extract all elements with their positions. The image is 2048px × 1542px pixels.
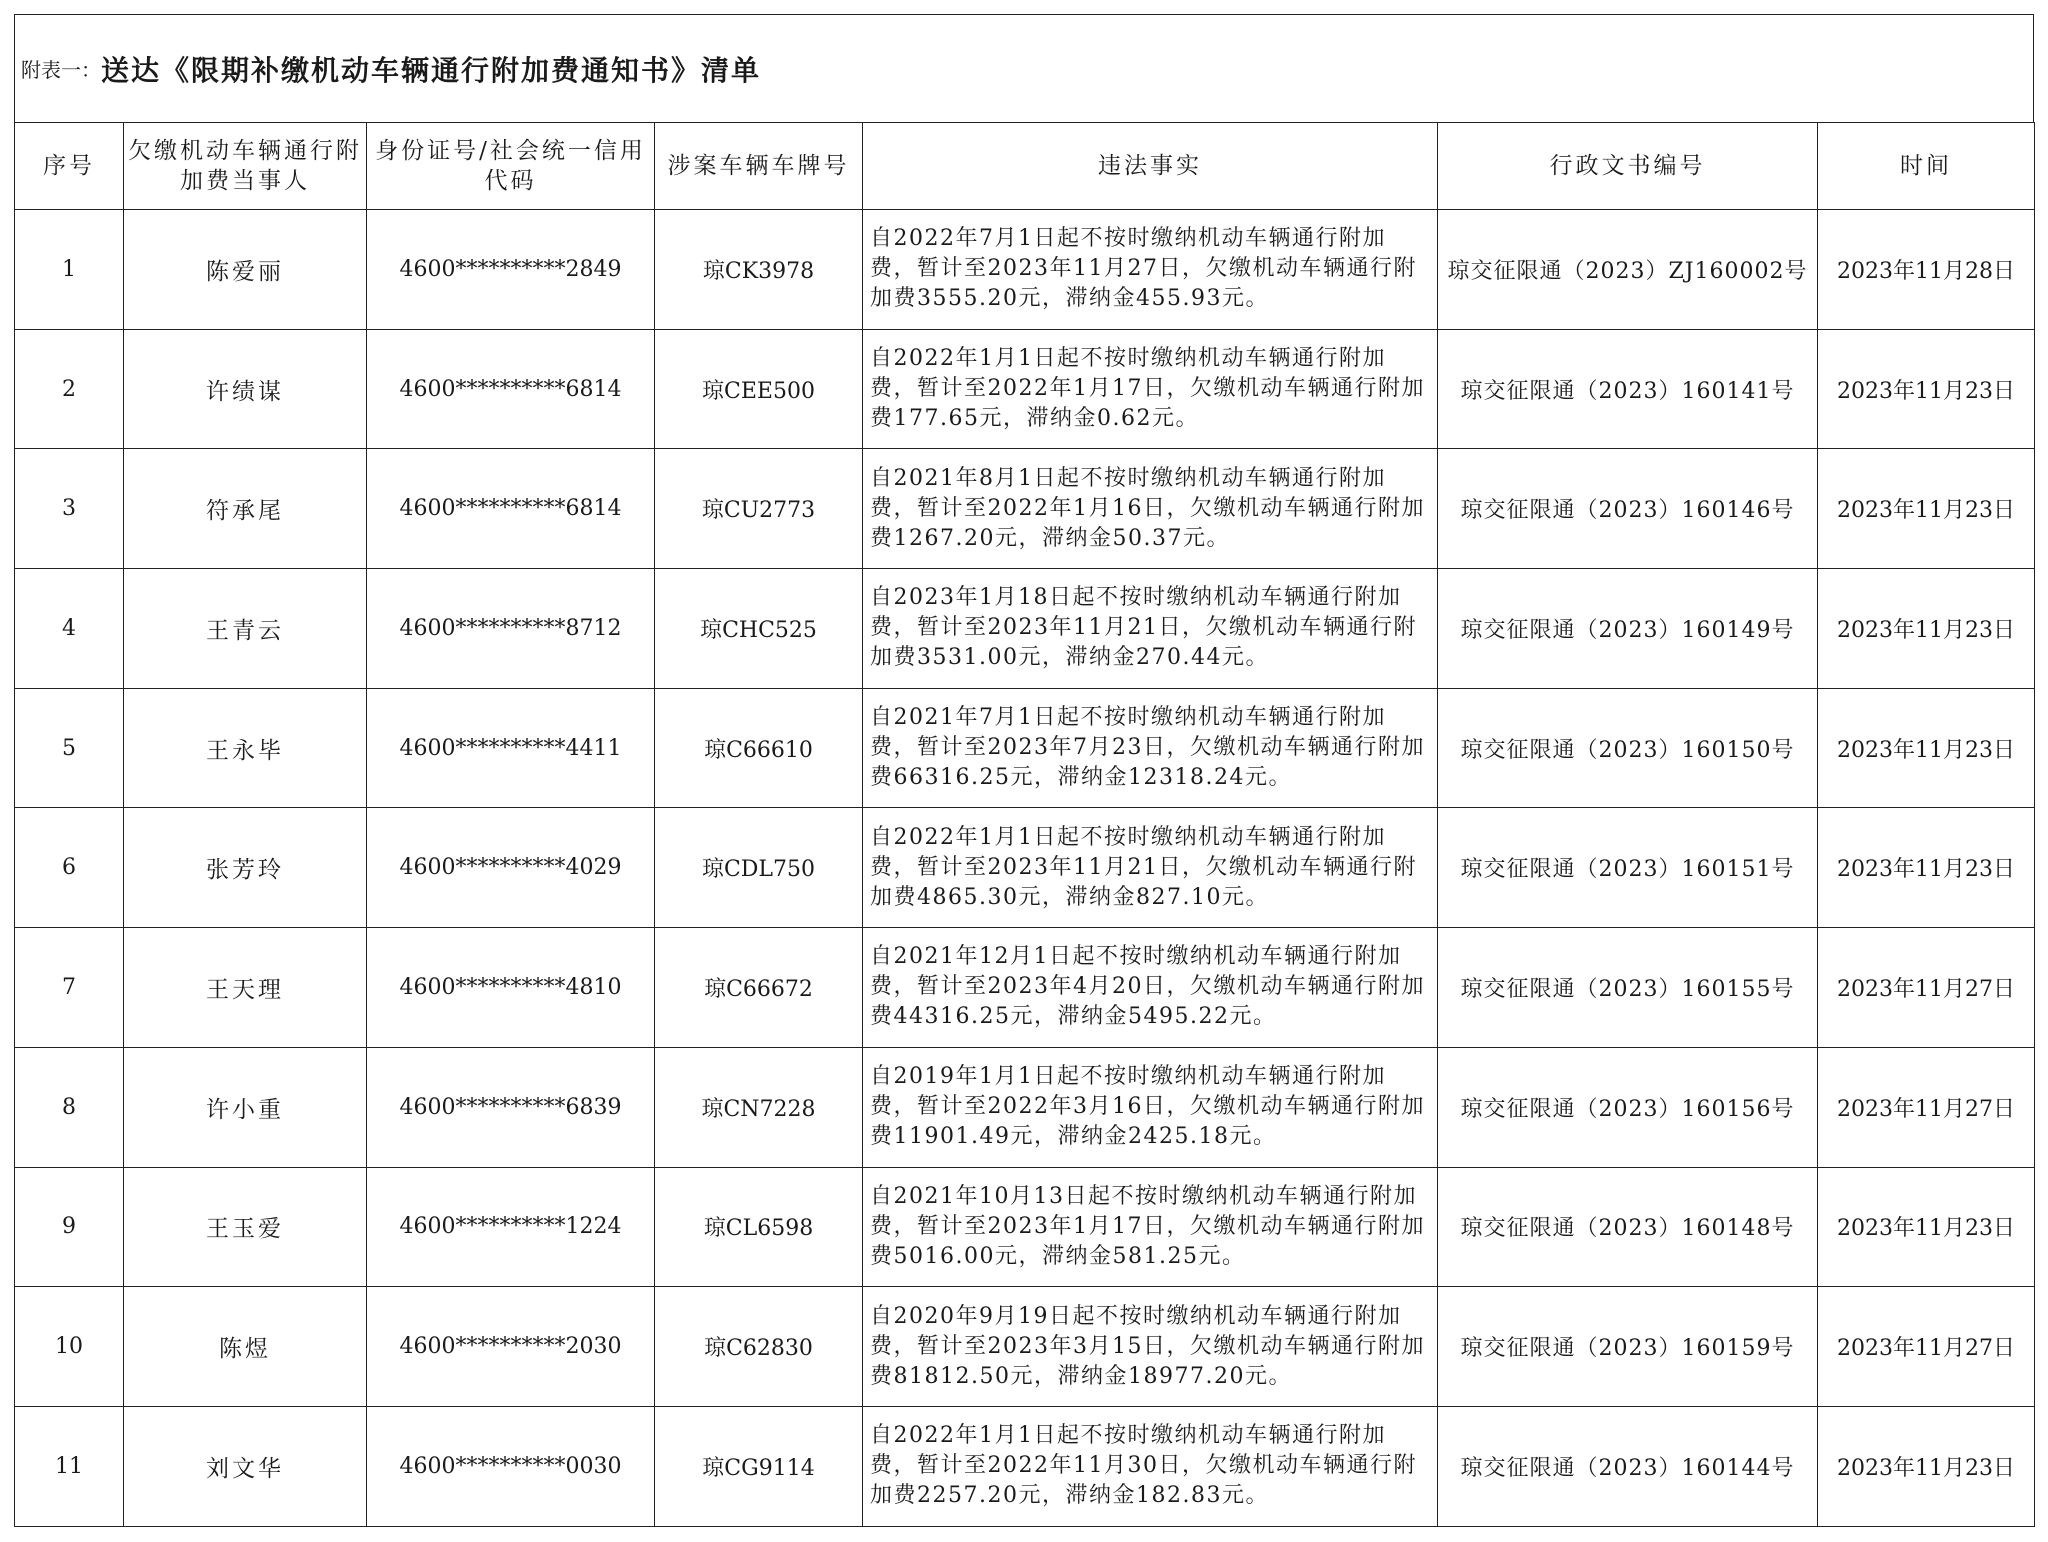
violation-fact: 自2021年8月1日起不按时缴纳机动车辆通行附加费，暂计至2022年1月16日，欠缴机动车辆通行附加费1267.20元，滞纳金50.37元。 <box>863 449 1438 569</box>
date: 2023年11月27日 <box>1818 1047 2035 1167</box>
id-number: 4600**********4411 <box>367 688 655 808</box>
table-row <box>15 1167 2035 1287</box>
party-name: 许绩谋 <box>124 329 367 449</box>
title-prefix: 附表一： <box>21 58 101 82</box>
table-body <box>15 210 2035 1527</box>
header-plate: 涉案车辆车牌号 <box>655 123 863 210</box>
table-row <box>15 688 2035 808</box>
table-row <box>15 449 2035 569</box>
doc-number: 琼交征限通（2023）160144号 <box>1438 1406 1818 1526</box>
table-row <box>15 928 2035 1048</box>
plate-number: 琼CHC525 <box>655 569 863 689</box>
plate-number: 琼C66672 <box>655 928 863 1048</box>
party-name: 陈爱丽 <box>124 210 367 330</box>
plate-number: 琼CK3978 <box>655 210 863 330</box>
date: 2023年11月28日 <box>1818 210 2035 330</box>
doc-number: 琼交征限通（2023）160146号 <box>1438 449 1818 569</box>
document-title <box>14 14 2034 122</box>
violation-fact: 自2022年1月1日起不按时缴纳机动车辆通行附加费，暂计至2022年11月30日，欠缴机动车辆通行附加费2257.20元，滞纳金182.83元。 <box>863 1406 1438 1526</box>
header-date: 时间 <box>1818 123 2035 210</box>
row-index: 3 <box>15 449 124 569</box>
table-row <box>15 1287 2035 1407</box>
table-row <box>15 808 2035 928</box>
header-id-number: 身份证号/社会统一信用代码 <box>367 123 655 210</box>
violation-fact: 自2022年7月1日起不按时缴纳机动车辆通行附加费，暂计至2023年11月27日，欠缴机动车辆通行附加费3555.20元，滞纳金455.93元。 <box>863 210 1438 330</box>
violation-fact: 自2019年1月1日起不按时缴纳机动车辆通行附加费，暂计至2022年3月16日，欠缴机动车辆通行附加费11901.49元，滞纳金2425.18元。 <box>863 1047 1438 1167</box>
plate-number: 琼C62830 <box>655 1287 863 1407</box>
table-row <box>15 569 2035 689</box>
id-number: 4600**********2849 <box>367 210 655 330</box>
party-name: 王永毕 <box>124 688 367 808</box>
row-index: 8 <box>15 1047 124 1167</box>
title-main: 送达《限期补缴机动车辆通行附加费通知书》清单 <box>101 53 762 87</box>
violation-fact: 自2021年12月1日起不按时缴纳机动车辆通行附加费，暂计至2023年4月20日，欠缴机动车辆通行附加费44316.25元，滞纳金5495.22元。 <box>863 928 1438 1048</box>
date: 2023年11月23日 <box>1818 1406 2035 1526</box>
plate-number: 琼C66610 <box>655 688 863 808</box>
plate-number: 琼CL6598 <box>655 1167 863 1287</box>
date: 2023年11月23日 <box>1818 688 2035 808</box>
party-name: 王天理 <box>124 928 367 1048</box>
row-index: 6 <box>15 808 124 928</box>
date: 2023年11月23日 <box>1818 808 2035 928</box>
date: 2023年11月23日 <box>1818 329 2035 449</box>
doc-number: 琼交征限通（2023）160141号 <box>1438 329 1818 449</box>
plate-number: 琼CDL750 <box>655 808 863 928</box>
header-violation: 违法事实 <box>863 123 1438 210</box>
party-name: 张芳玲 <box>124 808 367 928</box>
id-number: 4600**********8712 <box>367 569 655 689</box>
party-name: 刘文华 <box>124 1406 367 1526</box>
table-header-row <box>15 123 2035 210</box>
row-index: 11 <box>15 1406 124 1526</box>
party-name: 符承尾 <box>124 449 367 569</box>
doc-number: 琼交征限通（2023）160149号 <box>1438 569 1818 689</box>
id-number: 4600**********2030 <box>367 1287 655 1407</box>
violation-fact: 自2021年10月13日起不按时缴纳机动车辆通行附加费，暂计至2023年1月17日，欠缴机动车辆通行附加费5016.00元，滞纳金581.25元。 <box>863 1167 1438 1287</box>
table-row <box>15 210 2035 330</box>
violation-fact: 自2022年1月1日起不按时缴纳机动车辆通行附加费，暂计至2022年1月17日，欠缴机动车辆通行附加费177.65元，滞纳金0.62元。 <box>863 329 1438 449</box>
plate-number: 琼CU2773 <box>655 449 863 569</box>
table-row <box>15 329 2035 449</box>
row-index: 2 <box>15 329 124 449</box>
party-name: 王青云 <box>124 569 367 689</box>
header-index: 序号 <box>15 123 124 210</box>
table-row <box>15 1406 2035 1526</box>
doc-number: 琼交征限通（2023）160150号 <box>1438 688 1818 808</box>
violation-fact: 自2023年1月18日起不按时缴纳机动车辆通行附加费，暂计至2023年11月21日，欠缴机动车辆通行附加费3531.00元，滞纳金270.44元。 <box>863 569 1438 689</box>
date: 2023年11月23日 <box>1818 1167 2035 1287</box>
id-number: 4600**********4810 <box>367 928 655 1048</box>
date: 2023年11月27日 <box>1818 928 2035 1048</box>
date: 2023年11月27日 <box>1818 1287 2035 1407</box>
plate-number: 琼CN7228 <box>655 1047 863 1167</box>
id-number: 4600**********4029 <box>367 808 655 928</box>
party-name: 王玉爱 <box>124 1167 367 1287</box>
party-name: 陈煜 <box>124 1287 367 1407</box>
row-index: 1 <box>15 210 124 330</box>
doc-number: 琼交征限通（2023）160156号 <box>1438 1047 1818 1167</box>
doc-number: 琼交征限通（2023）ZJ160002号 <box>1438 210 1818 330</box>
plate-number: 琼CG9114 <box>655 1406 863 1526</box>
document-sheet <box>14 14 2034 1527</box>
row-index: 5 <box>15 688 124 808</box>
violation-fact: 自2022年1月1日起不按时缴纳机动车辆通行附加费，暂计至2023年11月21日，欠缴机动车辆通行附加费4865.30元，滞纳金827.10元。 <box>863 808 1438 928</box>
id-number: 4600**********6839 <box>367 1047 655 1167</box>
id-number: 4600**********6814 <box>367 449 655 569</box>
table-row <box>15 1047 2035 1167</box>
header-party: 欠缴机动车辆通行附加费当事人 <box>124 123 367 210</box>
notice-list-table <box>14 122 2035 1527</box>
plate-number: 琼CEE500 <box>655 329 863 449</box>
header-doc-number: 行政文书编号 <box>1438 123 1818 210</box>
id-number: 4600**********0030 <box>367 1406 655 1526</box>
violation-fact: 自2021年7月1日起不按时缴纳机动车辆通行附加费，暂计至2023年7月23日，欠缴机动车辆通行附加费66316.25元，滞纳金12318.24元。 <box>863 688 1438 808</box>
id-number: 4600**********1224 <box>367 1167 655 1287</box>
doc-number: 琼交征限通（2023）160155号 <box>1438 928 1818 1048</box>
row-index: 4 <box>15 569 124 689</box>
date: 2023年11月23日 <box>1818 449 2035 569</box>
row-index: 9 <box>15 1167 124 1287</box>
party-name: 许小重 <box>124 1047 367 1167</box>
row-index: 10 <box>15 1287 124 1407</box>
row-index: 7 <box>15 928 124 1048</box>
doc-number: 琼交征限通（2023）160159号 <box>1438 1287 1818 1407</box>
date: 2023年11月23日 <box>1818 569 2035 689</box>
doc-number: 琼交征限通（2023）160148号 <box>1438 1167 1818 1287</box>
violation-fact: 自2020年9月19日起不按时缴纳机动车辆通行附加费，暂计至2023年3月15日，欠缴机动车辆通行附加费81812.50元，滞纳金18977.20元。 <box>863 1287 1438 1407</box>
id-number: 4600**********6814 <box>367 329 655 449</box>
doc-number: 琼交征限通（2023）160151号 <box>1438 808 1818 928</box>
